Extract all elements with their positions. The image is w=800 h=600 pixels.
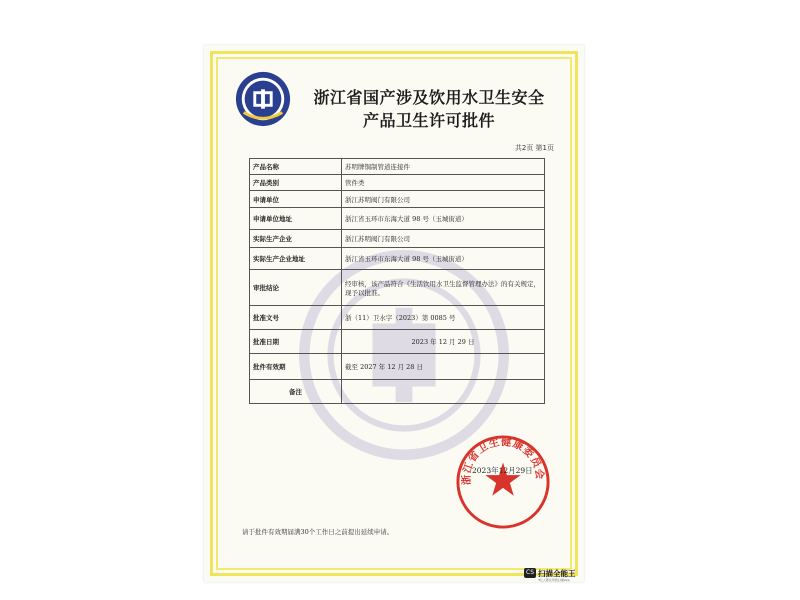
camscanner-watermark — [524, 565, 594, 587]
table-row — [250, 270, 545, 306]
row-value-product-name: 苏明牌铜制管道连接件 — [342, 159, 545, 175]
document-title-line1: 浙江省国产涉及饮用水卫生安全 — [313, 88, 545, 107]
table-row — [250, 330, 545, 354]
row-label-approval-number: 批准文号 — [250, 306, 342, 330]
row-label-validity: 批件有效期 — [250, 354, 342, 380]
row-label-applicant-address: 申请单位地址 — [250, 208, 342, 230]
row-value-product-category: 管件类 — [342, 175, 545, 191]
official-seal-stamp — [454, 433, 552, 531]
license-info-table — [249, 158, 545, 404]
svg-text:浙江省卫生健康委员会: 浙江省卫生健康委员会 — [460, 435, 546, 486]
camscanner-name: 扫描全能王 — [538, 569, 576, 578]
row-label-applicant: 申请单位 — [250, 191, 342, 208]
row-value-applicant: 浙江苏明阀门有限公司 — [342, 191, 545, 208]
row-value-approval-date: 2023 年 12 月 29 日 — [342, 330, 545, 354]
row-label-remarks: 备注 — [250, 380, 342, 404]
renewal-footnote: 请于批件有效期届满30个工作日之前提出延续申请。 — [242, 528, 394, 536]
health-authority-emblem-icon — [234, 70, 292, 128]
table-row — [250, 248, 545, 270]
table-row — [250, 175, 545, 191]
row-value-manufacturer-address: 浙江省玉环市东海大道 98 号（玉城街道） — [342, 248, 545, 270]
table-row — [250, 191, 545, 208]
row-label-manufacturer: 实际生产企业 — [250, 230, 342, 248]
table-row — [250, 208, 545, 230]
table-row — [250, 380, 545, 404]
table-row — [250, 306, 545, 330]
camscanner-logo-icon: CS — [526, 569, 534, 576]
document-title-line2: 产品卫生许可批件 — [362, 111, 495, 130]
row-value-approval-number: 浙（11）卫水字（2023）第 0085 号 — [342, 306, 545, 330]
row-label-product-category: 产品类别 — [250, 175, 342, 191]
license-document — [204, 45, 584, 582]
seal-date: 2023年12月29日 — [472, 466, 533, 475]
row-value-conclusion: 经审核，该产品符合《生活饮用水卫生监督管理办法》的有关规定，现予以批准。 — [342, 270, 545, 306]
row-label-approval-date: 批准日期 — [250, 330, 342, 354]
table-row — [250, 159, 545, 175]
row-value-manufacturer: 浙江苏明阀门有限公司 — [342, 230, 545, 248]
row-label-product-name: 产品名称 — [250, 159, 342, 175]
row-label-conclusion: 审批结论 — [250, 270, 342, 306]
row-value-validity: 截至 2027 年 12 月 28 日 — [342, 354, 545, 380]
table-row — [250, 354, 545, 380]
page-count: 共2页 第1页 — [514, 144, 554, 152]
camscanner-slogan: 3亿人都在用的扫描App — [538, 578, 570, 582]
row-label-manufacturer-address: 实际生产企业地址 — [250, 248, 342, 270]
table-row — [250, 230, 545, 248]
row-value-remarks — [342, 380, 545, 404]
row-value-applicant-address: 浙江省玉环市东海大道 98 号（玉城街道） — [342, 208, 545, 230]
